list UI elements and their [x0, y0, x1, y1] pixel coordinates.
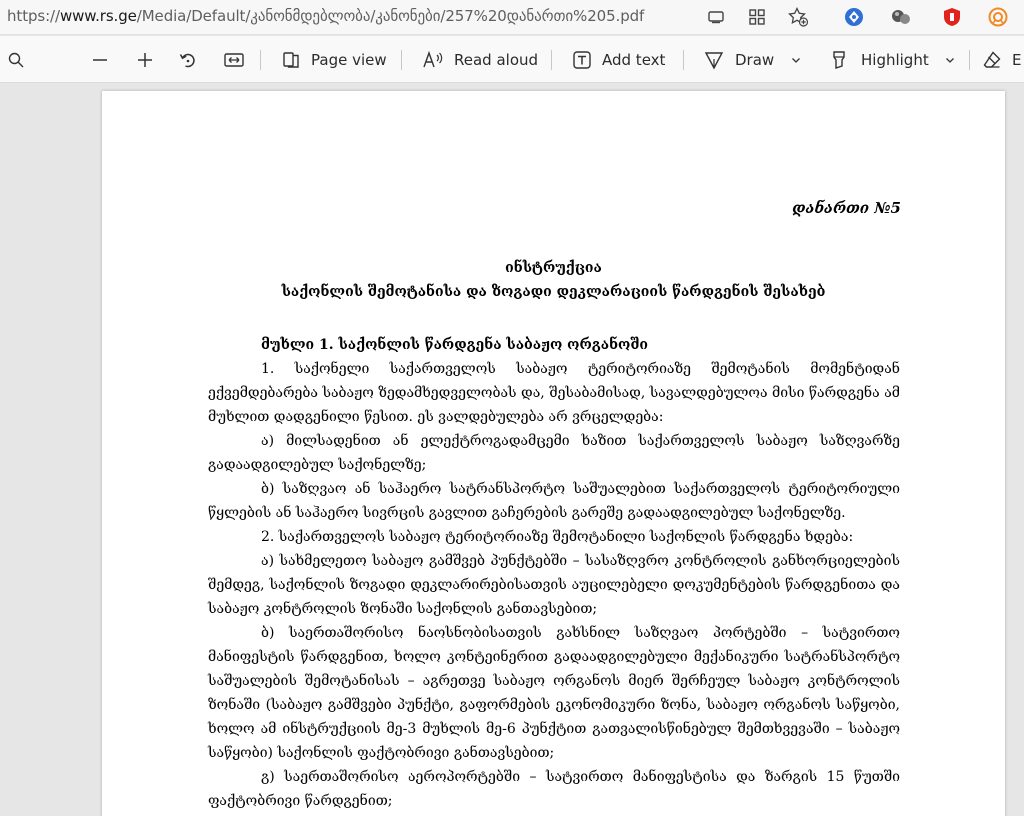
extension-orange-icon[interactable] — [986, 5, 1010, 29]
fit-page-button[interactable] — [223, 36, 245, 83]
document-body — [208, 333, 900, 813]
erase-label: E — [1012, 50, 1022, 69]
paragraph: ბ) საერთაშორისო ნაოსნობისათვის გახსნილ საზღვაო პორტებში – სატვირთო მანიფესტის წარდგენით, ხოლო კონტეინერით გადაადგილებული მექანიკური სატრანსპორტო საშუალების შემოტანისას – აგრეთვე საბაჟო ორგანოს მიერ შერჩეულ საბაჟო კონტროლის ზონაში (საბაჟო გამშვები პუნქტი, გაფორმების ეკონომიკური ზონა, საბაჟო ორგანოს საწყობი, ხოლო ამ ინსტრუქციის მე-3 მუხლის მე-6 პუნქტით გათვალისწინებულ შემთხვევაში – საბაჟო საწყობი) საქონლის ფაქტობრივი განთავსებით; — [208, 625, 900, 761]
highlight-label: Highlight — [861, 50, 929, 69]
zoom-in-button[interactable] — [135, 36, 155, 83]
favorite-star-icon[interactable] — [786, 5, 810, 29]
minus-icon — [90, 50, 110, 70]
add-text-icon — [572, 50, 592, 70]
document-subtitle: საქონლის შემოტანისა და ზოგადი დეკლარაციის წარდგენის შესახებ — [281, 284, 826, 300]
adblock-shield-icon[interactable] — [940, 5, 964, 29]
highlight-button[interactable] — [829, 36, 929, 83]
pdf-viewer[interactable] — [0, 84, 1024, 816]
grid-icon[interactable] — [745, 5, 769, 29]
pdf-toolbar — [0, 36, 1024, 83]
draw-pen-icon — [703, 50, 725, 70]
zoom-out-button[interactable] — [90, 36, 110, 83]
extension-blue-icon[interactable] — [842, 5, 866, 29]
extension-gray-icon[interactable] — [889, 5, 913, 29]
paragraph: ა) სახმელეთო საბაჟო გამშვებ პუნქტებში – სასაზღვრო კონტროლის განხორციელების შემდეგ, საქონლის ზოგადი დეკლარირებისათვის აუცილებელი დოკუმენტების წარდგენითა და საბაჟო კონტროლის ზონაში საქონლის განთავსებით; — [208, 553, 900, 617]
paragraph: ბ) საზღვაო ან საჰაერო სატრანსპორტო საშუალებით საქართველოს ტერიტორიული წყლების ან საჰაერო სივრცის გავლით გაჩერების გარეშე გადაადგილებულ საქონელზე. — [208, 481, 900, 521]
eraser-icon — [982, 50, 1002, 70]
rotate-icon — [178, 50, 198, 70]
address-bar[interactable] — [0, 0, 1024, 35]
read-aloud-icon — [422, 50, 444, 70]
plus-icon — [135, 50, 155, 70]
document-title: ინსტრუქცია — [505, 260, 602, 276]
paragraph: ა) მილსადენით ან ელექტროგადამცემი ხაზით საქართველოს საბაჟო საზღვარზე გადაადგილებულ საქონელზე; — [208, 433, 900, 473]
app-available-icon[interactable] — [704, 5, 728, 29]
article-heading: მუხლი 1. საქონლის წარდგენა საბაჟო ორგანოში — [261, 337, 648, 353]
chevron-down-icon — [944, 54, 956, 66]
add-text-button[interactable] — [572, 36, 665, 83]
annex-number: დანართი №5 — [792, 199, 901, 217]
toolbar-divider — [551, 50, 552, 70]
highlighter-icon — [829, 50, 851, 70]
paragraph: გ) საერთაშორისო აეროპორტებში – სატვირთო მანიფესტისა და ზარგის 15 წუთში ფაქტობრივი წარდგენით; — [208, 769, 900, 809]
pdf-page — [102, 91, 1005, 816]
paragraph: 1. საქონელი საქართველოს საბაჟო ტერიტორიაზე შემოტანის მომენტიდან ექვემდებარება საბაჟო ზედამხედველობას და, შესაბამისად, სავალდებულოა მისი წარდგენა ამ მუხლით დადგენილი წესით. ეს ვალდებულება არ ვრცელდება: — [208, 361, 900, 425]
fit-width-icon — [223, 50, 245, 70]
search-icon — [7, 51, 25, 69]
read-aloud-label: Read aloud — [454, 50, 539, 69]
read-aloud-button[interactable] — [422, 36, 538, 83]
toolbar-divider — [683, 50, 684, 70]
toolbar-divider — [260, 50, 261, 70]
page-view-icon — [281, 50, 301, 70]
url-text[interactable]: https://www.rs.ge/Media/Default/კანონმდებლობა/კანონები/257%20დანართი%205.pdf — [7, 7, 645, 25]
page-view-label: Page view — [311, 50, 387, 69]
erase-button[interactable] — [982, 36, 1021, 83]
rotate-button[interactable] — [178, 36, 198, 83]
draw-button[interactable] — [703, 36, 774, 83]
toolbar-divider — [401, 50, 402, 70]
page-view-button[interactable] — [281, 36, 387, 83]
chevron-down-icon — [790, 54, 802, 66]
toolbar-divider — [969, 50, 970, 70]
highlight-options-dropdown[interactable] — [944, 36, 956, 83]
draw-label: Draw — [735, 50, 775, 69]
draw-options-dropdown[interactable] — [790, 36, 802, 83]
search-button[interactable] — [7, 36, 25, 83]
paragraph: 2. საქართველოს საბაჟო ტერიტორიაზე შემოტანილი საქონლის წარდგენა ხდება: — [261, 529, 854, 545]
add-text-label: Add text — [602, 50, 666, 69]
